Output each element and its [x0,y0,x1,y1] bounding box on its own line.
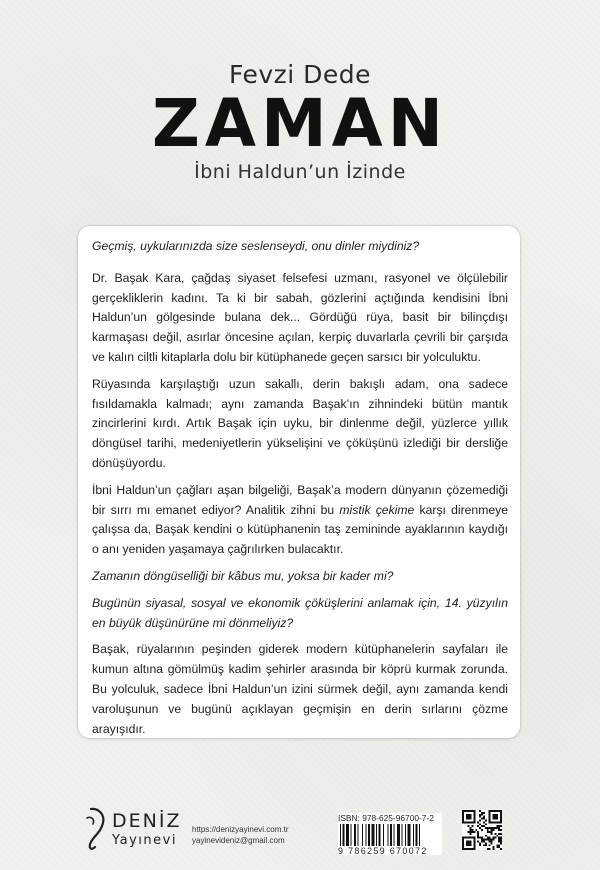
publisher-subname: Yayınevi [112,833,177,848]
publisher-website[interactable]: https://denizyayinevi.com.tr [192,825,289,834]
blurb-panel [78,226,520,738]
blurb-paragraph-3-start: İbni Haldun’un çağları aşan bilgeliği, Başak’a modern dünyanın çözemediği bir sırrı mı emanet ediyor? Analitik zihni bu [92,482,508,517]
cover-header [0,60,600,184]
blurb-paragraph-1: Dr. Başak Kara, çağdaş siyaset felsefesi uzmanı, rasyonel ve ölçülebilir gerçekliklerin kadını. Ta ki bir sabah, gözlerini açtığında kendisini İbni Haldun’un gölgesinde bulana dek... Gördüğü rüya, basit bir bilinçdışı karmaşası değil, asırlar öncesine açılan, kerpiç duvarlarla çevrili bir çarşıda ve kalın ciltli kitaplarla dolu bir kütüphanede geçen sarsıcı bir yolculuktu. [92,270,508,364]
blurb-paragraph-4: Başak, rüyalarının peşinden giderek modern kütüphanelerin sayfaları ile kumun altına gömülmüş kadim şehirler arasında bir köprü kurmak zorunda. Bu yolculuk, sadece İbni Haldun’un izini sürmek değil, aynı zamanda kendi varoluşunun ve bugünü açıklayan geçmişin en derin sırlarını çözme arayışıdır. [92,642,508,736]
publisher-email[interactable]: yayinevideniz@gmail.com [192,836,285,845]
blurb-question-3: Bugünün siyasal, sosyal ve ekonomik çöküşlerini anlamak için, 14. yüzyılın en büyük düşünürüne mi dönmeliyiz? [92,595,508,630]
publisher-logo-icon [82,806,108,852]
publisher-contact [192,824,288,846]
publisher-logo [82,806,192,852]
blurb-paragraph-3 [92,481,508,560]
publisher-name: DENİZ [112,810,182,832]
author-name: Fevzi Dede [228,60,372,89]
back-cover-footer [0,800,600,860]
barcode-number: 9 786259 670072 [338,846,428,856]
book-subtitle: İbni Haldun’un İzinde [194,161,406,183]
blurb-emphasis: mistik çekime [339,502,415,517]
barcode-icon [338,824,442,846]
book-title: ZAMAN [152,85,448,162]
isbn-label: ISBN: 978-625-96700-7-2 [338,813,434,823]
blurb-question-2: Zamanın döngüselliği bir kâbus mu, yoksa bir kader mi? [92,568,394,583]
blurb-question-1: Geçmiş, uykularınızda size seslenseydi, onu dinler miydiniz? [92,239,420,253]
blurb-paragraph-2: Rüyasında karşılaştığı uzun sakallı, derin bakışlı adam, ona sadece fısıldamakla kalmadı; aynı zamanda Başak’ın zihnindeki bütün mantık zincirlerini kırdı. Artık Başak için uyku, bir dinlenme değil, yüzlerce yıllık döngüsel tarihi, medeniyetlerin yükselişini ve çöküşünü izlediği bir dersliğe dönüşüyordu. [92,376,508,470]
blurb-paragraph-3-end: karşı direnmeye çalışsa da, Başak kendini o kütüphanenin taş zemininde ayaklarının kaydığı o anı yeniden yaşamaya çağrılırken bulacaktır. [92,502,509,557]
isbn-block [338,813,442,855]
qr-code-icon [462,810,502,850]
